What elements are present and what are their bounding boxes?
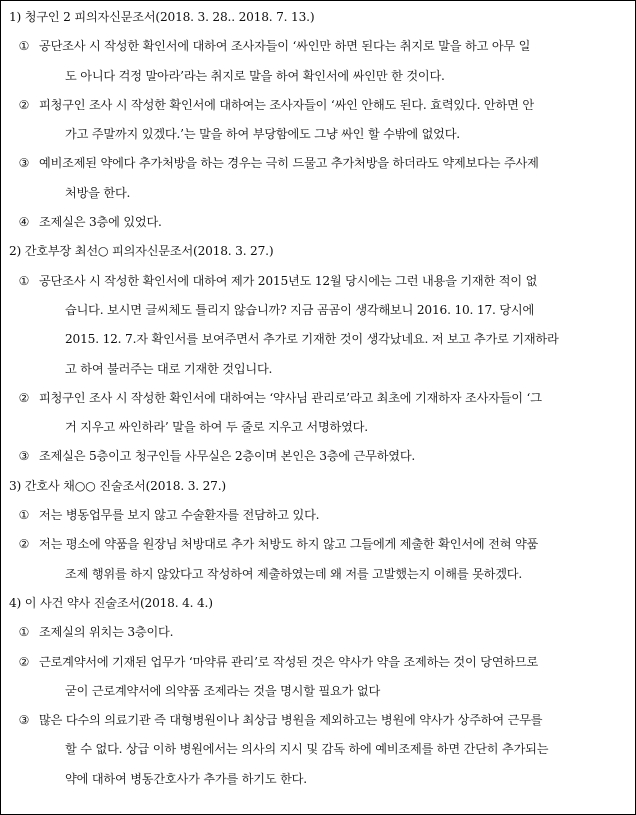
- list-item: [9, 442, 625, 471]
- item-text: [39, 149, 625, 208]
- item-text: [39, 91, 625, 150]
- item-number: ②: [18, 654, 30, 669]
- section-heading: 3) 간호사 채○○ 진술조서(2018. 3. 27.): [9, 478, 226, 493]
- item-number: ③: [18, 449, 30, 464]
- item-number: ②: [18, 537, 30, 552]
- item-text: [39, 32, 625, 91]
- document-body: [1, 1, 635, 794]
- list-item: [9, 530, 625, 589]
- item-number: ②: [18, 97, 30, 112]
- item-number: ③: [18, 713, 30, 728]
- text-line: 2015. 12. 7.자 확인서를 보여주면서 추가로 기재한 것이 생각났네요. 저 보고 추가로 기재하라: [65, 332, 559, 347]
- text-line: 근로계약서에 기재된 업무가 ‘마약류 관리’로 작성된 것은 약사가 약을 조제하는 것이 당연하므로: [39, 654, 539, 669]
- list-item: [9, 706, 625, 794]
- list-item: [9, 149, 625, 208]
- text-line: 굳이 근로계약서에 의약품 조제라는 것을 명시할 필요가 없다: [65, 683, 381, 698]
- text-line: 공단조사 시 작성한 확인서에 대하여 조사자들이 ‘싸인만 하면 된다는 취지로 말을 하고 아무 일: [39, 39, 531, 54]
- list-item: [9, 32, 625, 91]
- item-text: [39, 648, 625, 707]
- item-number: ①: [18, 273, 30, 288]
- text-line: 공단조사 시 작성한 확인서에 대하여 제가 2015년도 12월 당시에는 그런 내용을 기재한 적이 없: [39, 273, 538, 288]
- list-item: [9, 91, 625, 150]
- item-text: [39, 530, 625, 589]
- text-line: 가고 주말까지 있겠다.’는 말을 하여 부당함에도 그냥 싸인 할 수밖에 없었다.: [65, 127, 460, 142]
- text-line: 처방을 한다.: [65, 185, 131, 200]
- item-number: ④: [18, 215, 30, 230]
- text-line: 조제실은 3층에 있었다.: [39, 215, 162, 230]
- section-heading: 2) 간호부장 최선○ 피의자신문조서(2018. 3. 27.): [9, 244, 274, 259]
- item-number: ③: [18, 156, 30, 171]
- item-text: [39, 267, 625, 384]
- text-line: 예비조제된 약에다 추가처방을 하는 경우는 극히 드물고 추가처방을 하더라도 약제보다는 주사제: [39, 156, 539, 171]
- item-number: ①: [18, 508, 30, 523]
- list-item: [9, 648, 625, 707]
- section-heading: 4) 이 사건 약사 진술조서(2018. 4. 4.): [9, 595, 213, 610]
- text-line: 약에 대하여 병동간호사가 추가를 하기도 한다.: [65, 771, 307, 786]
- item-text: [39, 706, 625, 794]
- list-item: [9, 384, 625, 443]
- text-line: 조제실은 5층이고 청구인들 사무실은 2층이며 본인은 3층에 근무하였다.: [39, 449, 416, 464]
- text-line: 피청구인 조사 시 작성한 확인서에 대하여는 조사자들이 ‘싸인 안해도 된다. 효력있다. 안하면 안: [39, 97, 534, 112]
- item-number: ②: [18, 390, 30, 405]
- item-text: [39, 501, 625, 530]
- text-line: 많은 다수의 의료기관 즉 대형병원이나 최상급 병원을 제외하고는 병원에 약사가 상주하여 근무를: [39, 713, 543, 728]
- text-line: 저는 병동업무를 보지 않고 수술환자를 전담하고 있다.: [39, 508, 320, 523]
- list-item: [9, 501, 625, 530]
- list-item: [9, 618, 625, 647]
- text-line: 할 수 없다. 상급 이하 병원에서는 의사의 지시 및 감독 하에 예비조제를 하면 간단히 추가되는: [65, 742, 549, 757]
- text-line: 고 하여 불러주는 대로 기재한 것입니다.: [65, 361, 273, 376]
- section-heading: 1) 청구인 2 피의자신문조서(2018. 3. 28.. 2018. 7. 13.): [9, 10, 315, 24]
- list-item: [9, 267, 625, 384]
- item-text: [39, 618, 625, 647]
- item-text: [39, 384, 625, 443]
- item-number: ①: [18, 39, 30, 54]
- text-line: 습니다. 보시면 글씨체도 틀리지 않습니까? 지금 곰곰이 생각해보니 2016. 10. 17. 당시에: [65, 302, 535, 317]
- text-line: 조제실의 위치는 3층이다.: [39, 625, 174, 640]
- text-line: 도 아니다 걱정 말아라’라는 취지로 말을 하여 확인서에 싸인만 한 것이다.: [65, 68, 445, 83]
- text-line: 피청구인 조사 시 작성한 확인서에 대하여는 ‘약사님 관리로’라고 최초에 기재하자 조사자들이 ‘그: [39, 390, 542, 405]
- item-text: [39, 208, 625, 237]
- text-line: 거 지우고 싸인하라’ 말을 하여 두 줄로 지우고 서명하였다.: [65, 420, 368, 435]
- item-number: ①: [18, 625, 30, 640]
- text-line: 조제 행위를 하지 않았다고 작성하여 제출하였는데 왜 저를 고발했는지 이해를 못하겠다.: [65, 566, 523, 581]
- item-text: [39, 442, 625, 471]
- list-item: [9, 208, 625, 237]
- text-line: 저는 평소에 약품을 원장님 처방대로 추가 처방도 하지 않고 그들에게 제출한 확인서에 전혀 약품: [39, 537, 539, 552]
